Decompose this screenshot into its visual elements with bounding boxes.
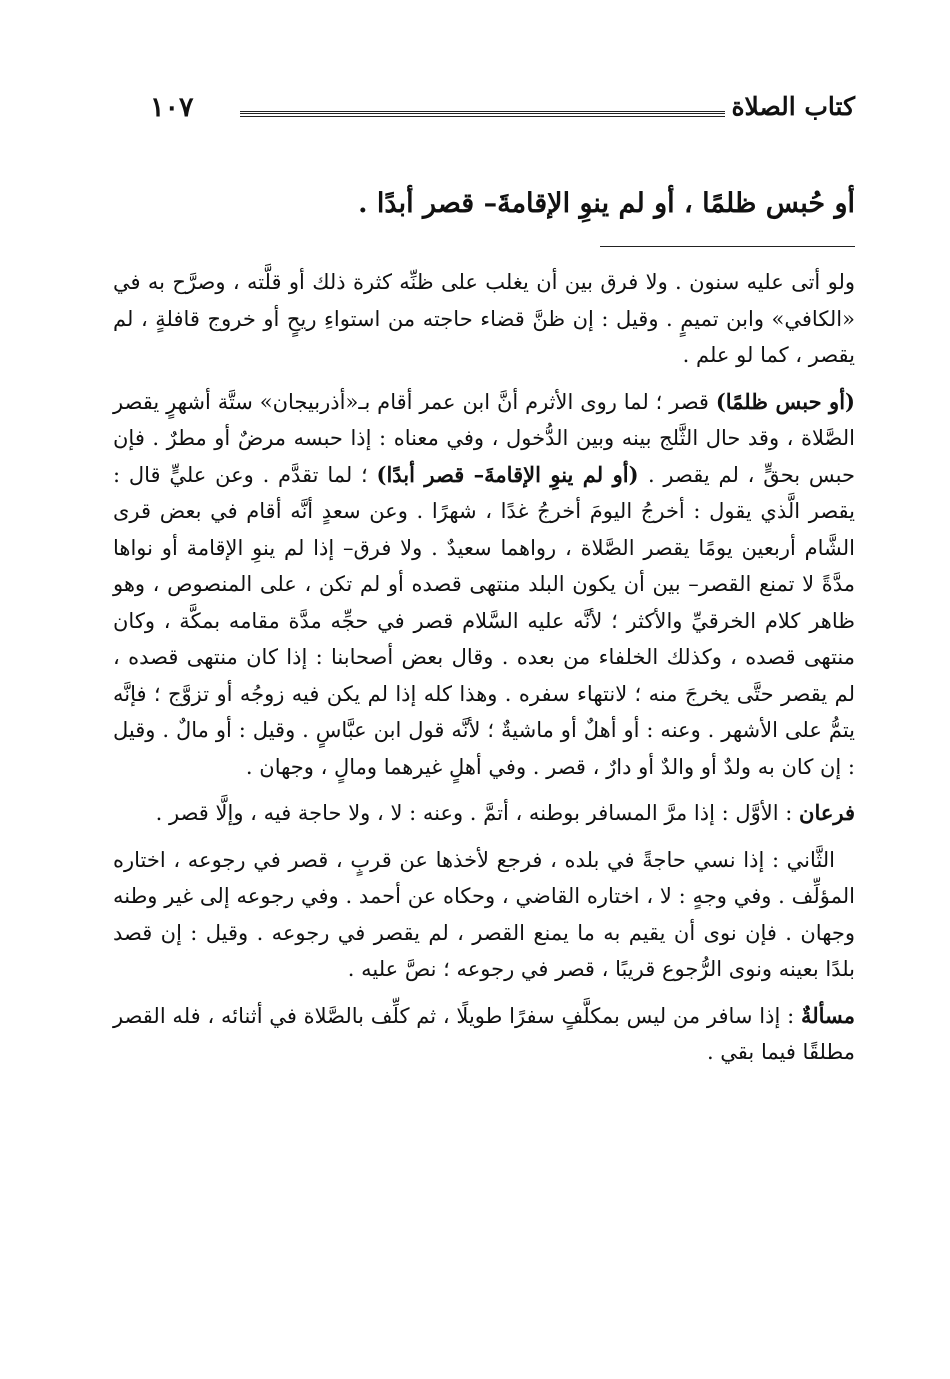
header-rule xyxy=(240,111,725,117)
page-number: ١٠٧ xyxy=(150,92,194,123)
paragraph-5-text: : إذا سافر من ليس بمكلَّفٍ سفرًا طويلًا ، ثم كلِّف بالصَّلاة في أثنائه ، فله القصر مطلقًا فيما بقي . xyxy=(113,1003,855,1064)
paragraph-1 xyxy=(113,264,855,374)
paragraph-2-text: قصر ؛ لما روى الأثرم أنَّ ابن عمر أقام بـ«أذربيجان» ستَّة أشهرٍ يقصر الصَّلاة ، وقد حال الثَّلج بينه وبين الدُّخول ، وفي معناه : إذا حبسه مرضٌ أو مطرٌ . فإن حبس بحقٍّ ، لم يقصر . xyxy=(113,389,855,487)
paragraph-1-text: ولو أتى عليه سنون . ولا فرق بين أن يغلب على ظنِّه كثرة ذلك أو قلَّته ، وصرَّح به في «الكافي» وابن تميمٍ . وقيل : إن ظنَّ قضاء حاجته من استواءِ ريحٍ أو خروج قافلةٍ ، لم يقصر ، كما لو علم . xyxy=(113,270,855,367)
paragraph-2-text-2: ؛ لما تقدَّم . وعن عليٍّ قال : يقصر الَّذي يقول : أخرجُ اليومَ أخرجُ غدًا ، شهرًا . وعن سعدٍ أنَّه أقام في بعض قرى الشَّام أربعين يومًا يقصر الصَّلاة ، رواهما سعيدٌ . ولا فرق– إذا لم ينوِ الإقامة أو نواها مدَّةً لا تمنع القصر– بين أن يكون البلد منتهى قصده أو لم تكن ، على المنصوص ، وهو ظاهر كلام الخرقيِّ والأكثر ؛ لأنَّه عليه السَّلام قصر في حجِّه مدَّة مقامه بمكَّة ، وكان منتهى قصده ، وكذلك الخلفاء من بعده . وقال بعض أصحابنا : إذا كان منتهى قصده ، لم يقصر حتَّى يخرجَ منه ؛ لانتهاء سفره . وهذا كله إذا لم يكن فيه زوجُه أو تزوَّج ؛ فإنَّه يتمُّ على الأشهر . وعنه : أو أهلٌ أو ماشيةٌ ؛ لأنَّه قول ابن عبَّاسٍ . وقيل : أو مالٌ . وقيل : إن كان به ولدٌ أو والدٌ أو دارٌ ، قصر . وفي أهلٍ غيرهما ومالٍ ، وجهان . xyxy=(113,462,855,779)
paragraph-2-lead-2: (أو لم ينوِ الإقامةَ– قصر أبدًا) xyxy=(376,461,648,487)
paragraph-4-text: الثَّاني : إذا نسي حاجةً في بلده ، فرجع لأخذها عن قربٍ ، قصر في رجوعه ، اختاره المؤلِّف . وفي وجهٍ : لا ، اختاره القاضي ، وحكاه عن أحمد . وفي رجوعه إلى غير وطنه وجهان . فإن نوى أن يقيم به ما يمنع القصر ، لم يقصر في رجوعه . وقيل : إن قصد بلدًا بعينه ونوى الرُّجوع قريبًا ، قصر في رجوعه ؛ نصَّ عليه . xyxy=(113,847,855,981)
paragraph-5 xyxy=(113,998,855,1071)
paragraph-3-lead: فرعان xyxy=(799,800,855,825)
paragraph-5-lead: مسألةٌ xyxy=(800,1002,855,1028)
running-title: كتاب الصلاة xyxy=(731,92,855,121)
matn-separator xyxy=(600,246,855,247)
page-header xyxy=(150,92,855,126)
paragraph-2-lead: (أو حبس ظلمًا) xyxy=(715,388,855,414)
paragraph-4 xyxy=(113,842,855,988)
commentary-body xyxy=(113,264,855,1071)
matn-text: أو حُبس ظلمًا ، أو لم ينوِ الإقامةَ– قصر أبدًا . xyxy=(358,188,855,219)
paragraph-3-text: : الأوَّل : إذا مرَّ المسافر بوطنه ، أتمَّ . وعنه : لا ، ولا حاجة فيه ، وإلَّا قصر . xyxy=(155,801,800,825)
paragraph-2 xyxy=(113,384,855,786)
paragraph-3 xyxy=(113,795,855,832)
